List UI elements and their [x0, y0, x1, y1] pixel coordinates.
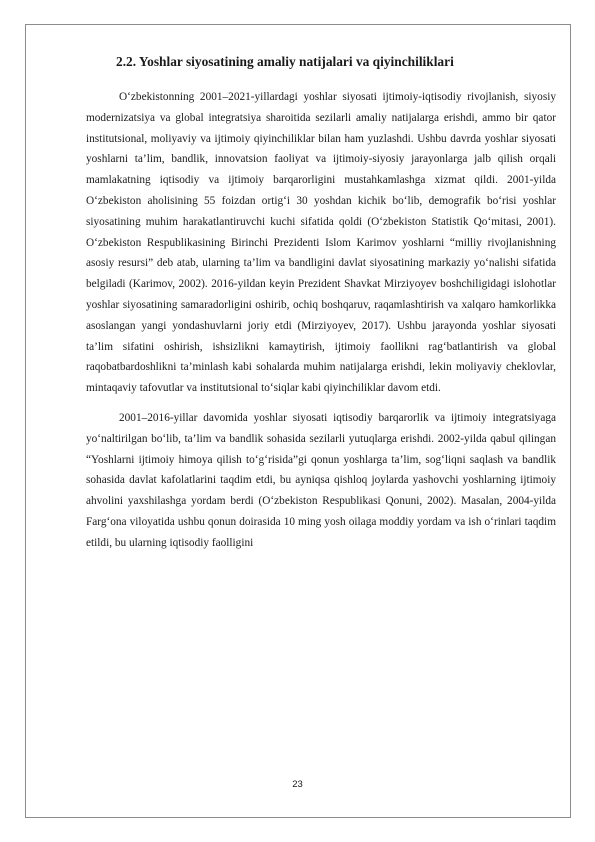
- document-body: [86, 53, 556, 554]
- paragraph: 2001–2016-yillar davomida yoshlar siyosati iqtisodiy barqarorlik va ijtimoiy integratsiyaga yo‘naltirilgan bo‘lib, ta’lim va bandlik sohasida sezilarli yutuqlarga erishdi. 2002-yilda qabul qilingan “Yoshlarni ijtimoiy himoya qilish to‘g‘risida”gi qonun yoshlarga ta’lim, sog‘liqni saqlash va bandlik sohasida davlat kafolatlarini taqdim etdi, bu ayniqsa qishloq joylarda yashovchi yoshlarning ijtimoiy ahvolini yaxshilashga yordam berdi (O‘zbekiston Respublikasi Qonuni, 2002). Masalan, 2004-yilda Farg‘ona viloyatida ushbu qonun doirasida 10 ming yosh oilaga moddiy yordam va ish o‘rinlari taqdim etildi, bu ularning iqtisodiy faolligini: [86, 411, 556, 549]
- paragraph: O‘zbekistonning 2001–2021-yillardagi yoshlar siyosati ijtimoiy-iqtisodiy rivojlanish, siyosiy modernizatsiya va global integratsiya sharoitida sezilarli amaliy natijalarga erishdi, ammo bir qator institutsional, moliyaviy va ijtimoiy qiyinchiliklar bilan ham yuzlashdi. Ushbu davrda yoshlar siyosati yoshlarni ta’lim, bandlik, innovatsion faoliyat va ijtimoiy-siyosiy jarayonlarga jalb qilish orqali mamlakatning iqtisodiy va ijtimoiy barqarorligini mustahkamlashga xizmat qildi. 2001-yilda O‘zbekiston aholisining 55 foizdan ortig‘i 30 yoshdan kichik bo‘lib, demografik bo‘risi yoshlar siyosatining muhim harakatlantiruvchi kuchi sifatida qoldi (O‘zbekiston Statistik Qo‘mitasi, 2001). O‘zbekiston Respublikasining Birinchi Prezidenti Islom Karimov yoshlarni “milliy rivojlanishning asosiy resursi” deb atab, ularning ta’lim va bandligini davlat siyosatining markaziy yo‘nalishi sifatida belgiladi (Karimov, 2002). 2016-yildan keyin Prezident Shavkat Mirziyoyev boshchiligidagi islohotlar yoshlar siyosatining samaradorligini oshirib, ochiq boshqaruv, raqamlashtirish va xalqaro hamkorlikka asoslangan yangi yondashuvlarni joriy etdi (Mirziyoyev, 2017). Ushbu jarayonda yoshlar siyosati ta’lim sifatini oshirish, ishsizlikni kamaytirish, ijtimoiy faollikni rag‘batlantirish va global raqobatbardoshlikni ta’minlash kabi sohalarda muhim natijalarga erishdi, lekin moliyaviy cheklovlar, mintaqaviy tafovutlar va institutsional to‘siqlar kabi qiyinchiliklar davom etdi.: [86, 91, 556, 395]
- section-heading: 2.2. Yoshlar siyosatining amaliy natijalari va qiyinchiliklari: [116, 54, 454, 69]
- page-number: 23: [292, 779, 303, 790]
